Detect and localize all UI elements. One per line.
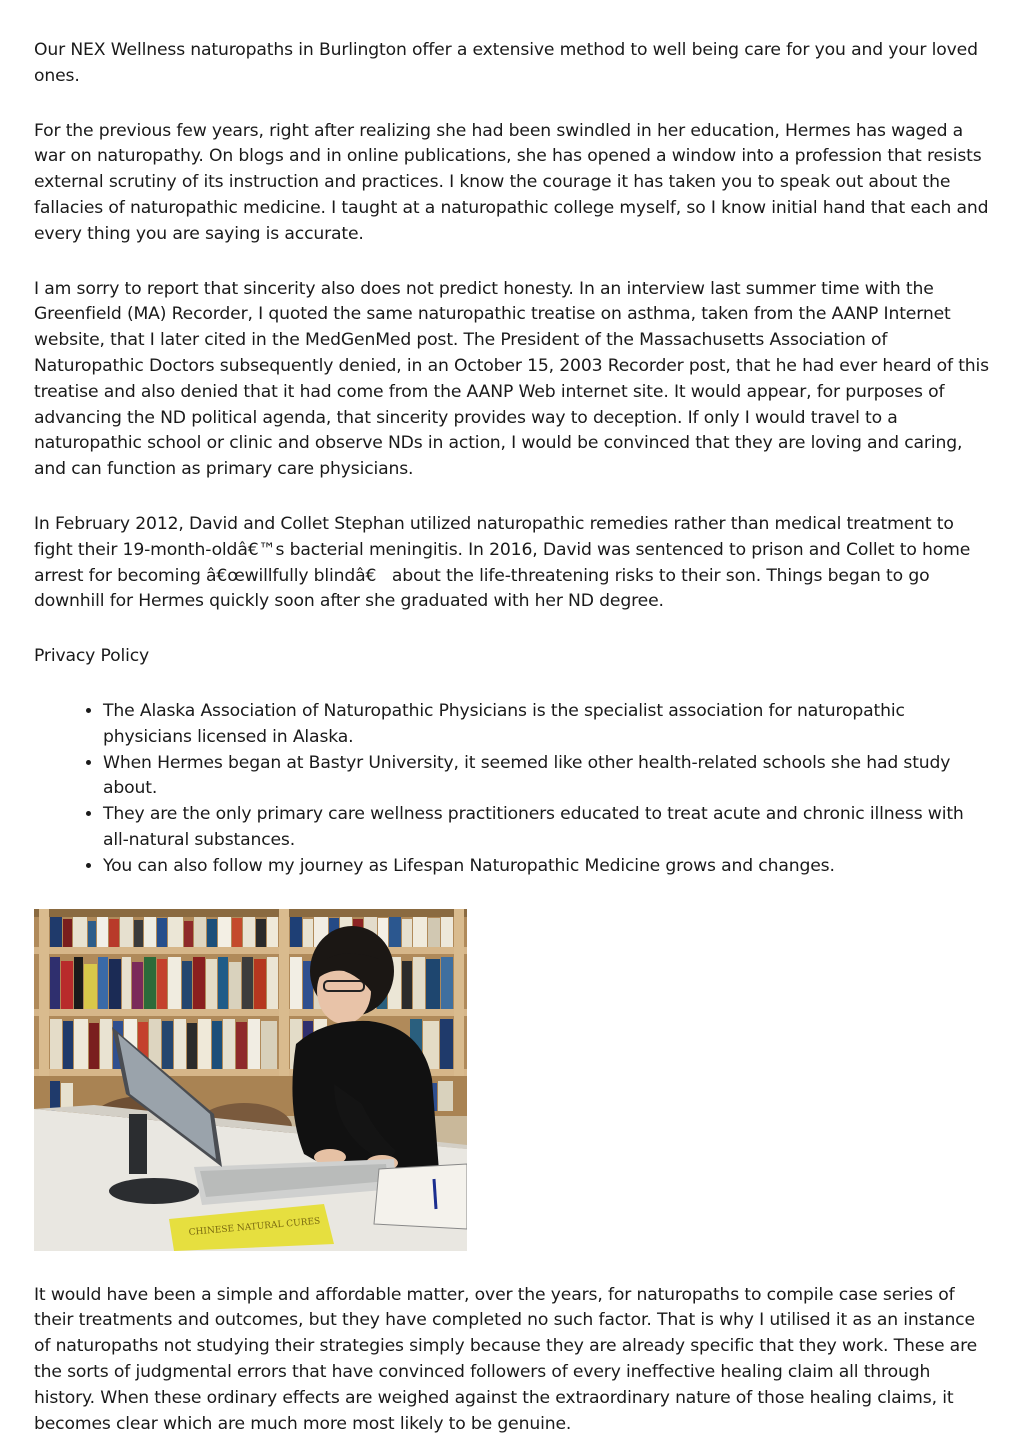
photo-woman-at-computer xyxy=(34,909,467,1251)
bullet-list xyxy=(34,699,990,880)
paragraph-closing: It would have been a simple and affordable matter, over the years, for naturopaths to compile case series of their treatments and outcomes, but they have completed no such factor. That is why I utilised it as an instance of naturopaths not studying their strategies simply because they are already specific that they work. These are the sorts of judgmental errors that have convinced followers of every ineffective healing claim all through history. When these ordinary effects are weighed against the extraordinary nature of those healing claims, it becomes clear which are much more most likely to be genuine. xyxy=(34,1284,978,1434)
list-item: • When Hermes began at Bastyr University, it seemed like other health-related schools she had study about. xyxy=(103,751,990,803)
paragraph-hermes-war: For the previous few years, right after realizing she had been swindled in her education, Hermes has waged a war on naturopathy. On blogs and in online publications, she has opened a window into a profession that resists external scrutiny of its instruction and practices. I know the courage it has taken you to speak out about the fallacies of naturopathic medicine. I taught at a naturopathic college myself, so I know initial hand that each and every thing you are saying is accurate. xyxy=(34,120,989,244)
paragraph-sincerity: I am sorry to report that sincerity also does not predict honesty. In an interview last summer time with the Greenfield (MA) Recorder, I quoted the same naturopathic treatise on asthma, taken from the AANP Internet website, that I later cited in the MedGenMed post. The President of the Massachusetts Association of Naturopathic Doctors subsequently denied, in an October 15, 2003 Recorder post, that he had ever heard of this treatise and also denied that it had come from the AANP Web internet site. It would appear, for purposes of advancing the ND political agenda, that sincerity provides way to deception. If only I would travel to a naturopathic school or clinic and observe NDs in action, I would be convinced that they are loving and caring, and can function as primary care physicians. xyxy=(34,278,989,480)
privacy-policy-link[interactable]: Privacy Policy xyxy=(34,646,150,667)
paragraph-intro: Our NEX Wellness naturopaths in Burlington offer a extensive method to well being care for you and your loved ones. xyxy=(34,40,978,86)
list-item: • You can also follow my journey as Lifespan Naturopathic Medicine grows and changes. xyxy=(103,854,990,880)
paragraph-stephan-case: In February 2012, David and Collet Stephan utilized naturopathic remedies rather than medical treatment to fight their 19-month-oldâ€™s bacterial meningitis. In 2016, David was sentenced to prison and Collet to home arrest for becoming â€œwillfully blindâ€ about the life-threatening risks to their son. Things began to go downhill for Hermes quickly soon after she graduated with her ND degree. xyxy=(34,513,971,612)
list-item: • The Alaska Association of Naturopathic Physicians is the specialist association for naturopathic physicians licensed in Alaska. xyxy=(103,699,990,751)
photo-book-title: CHINESE NATURAL CURES xyxy=(188,1216,321,1238)
list-item: • They are the only primary care wellness practitioners educated to treat acute and chronic illness with all-natural substances. xyxy=(103,802,990,854)
